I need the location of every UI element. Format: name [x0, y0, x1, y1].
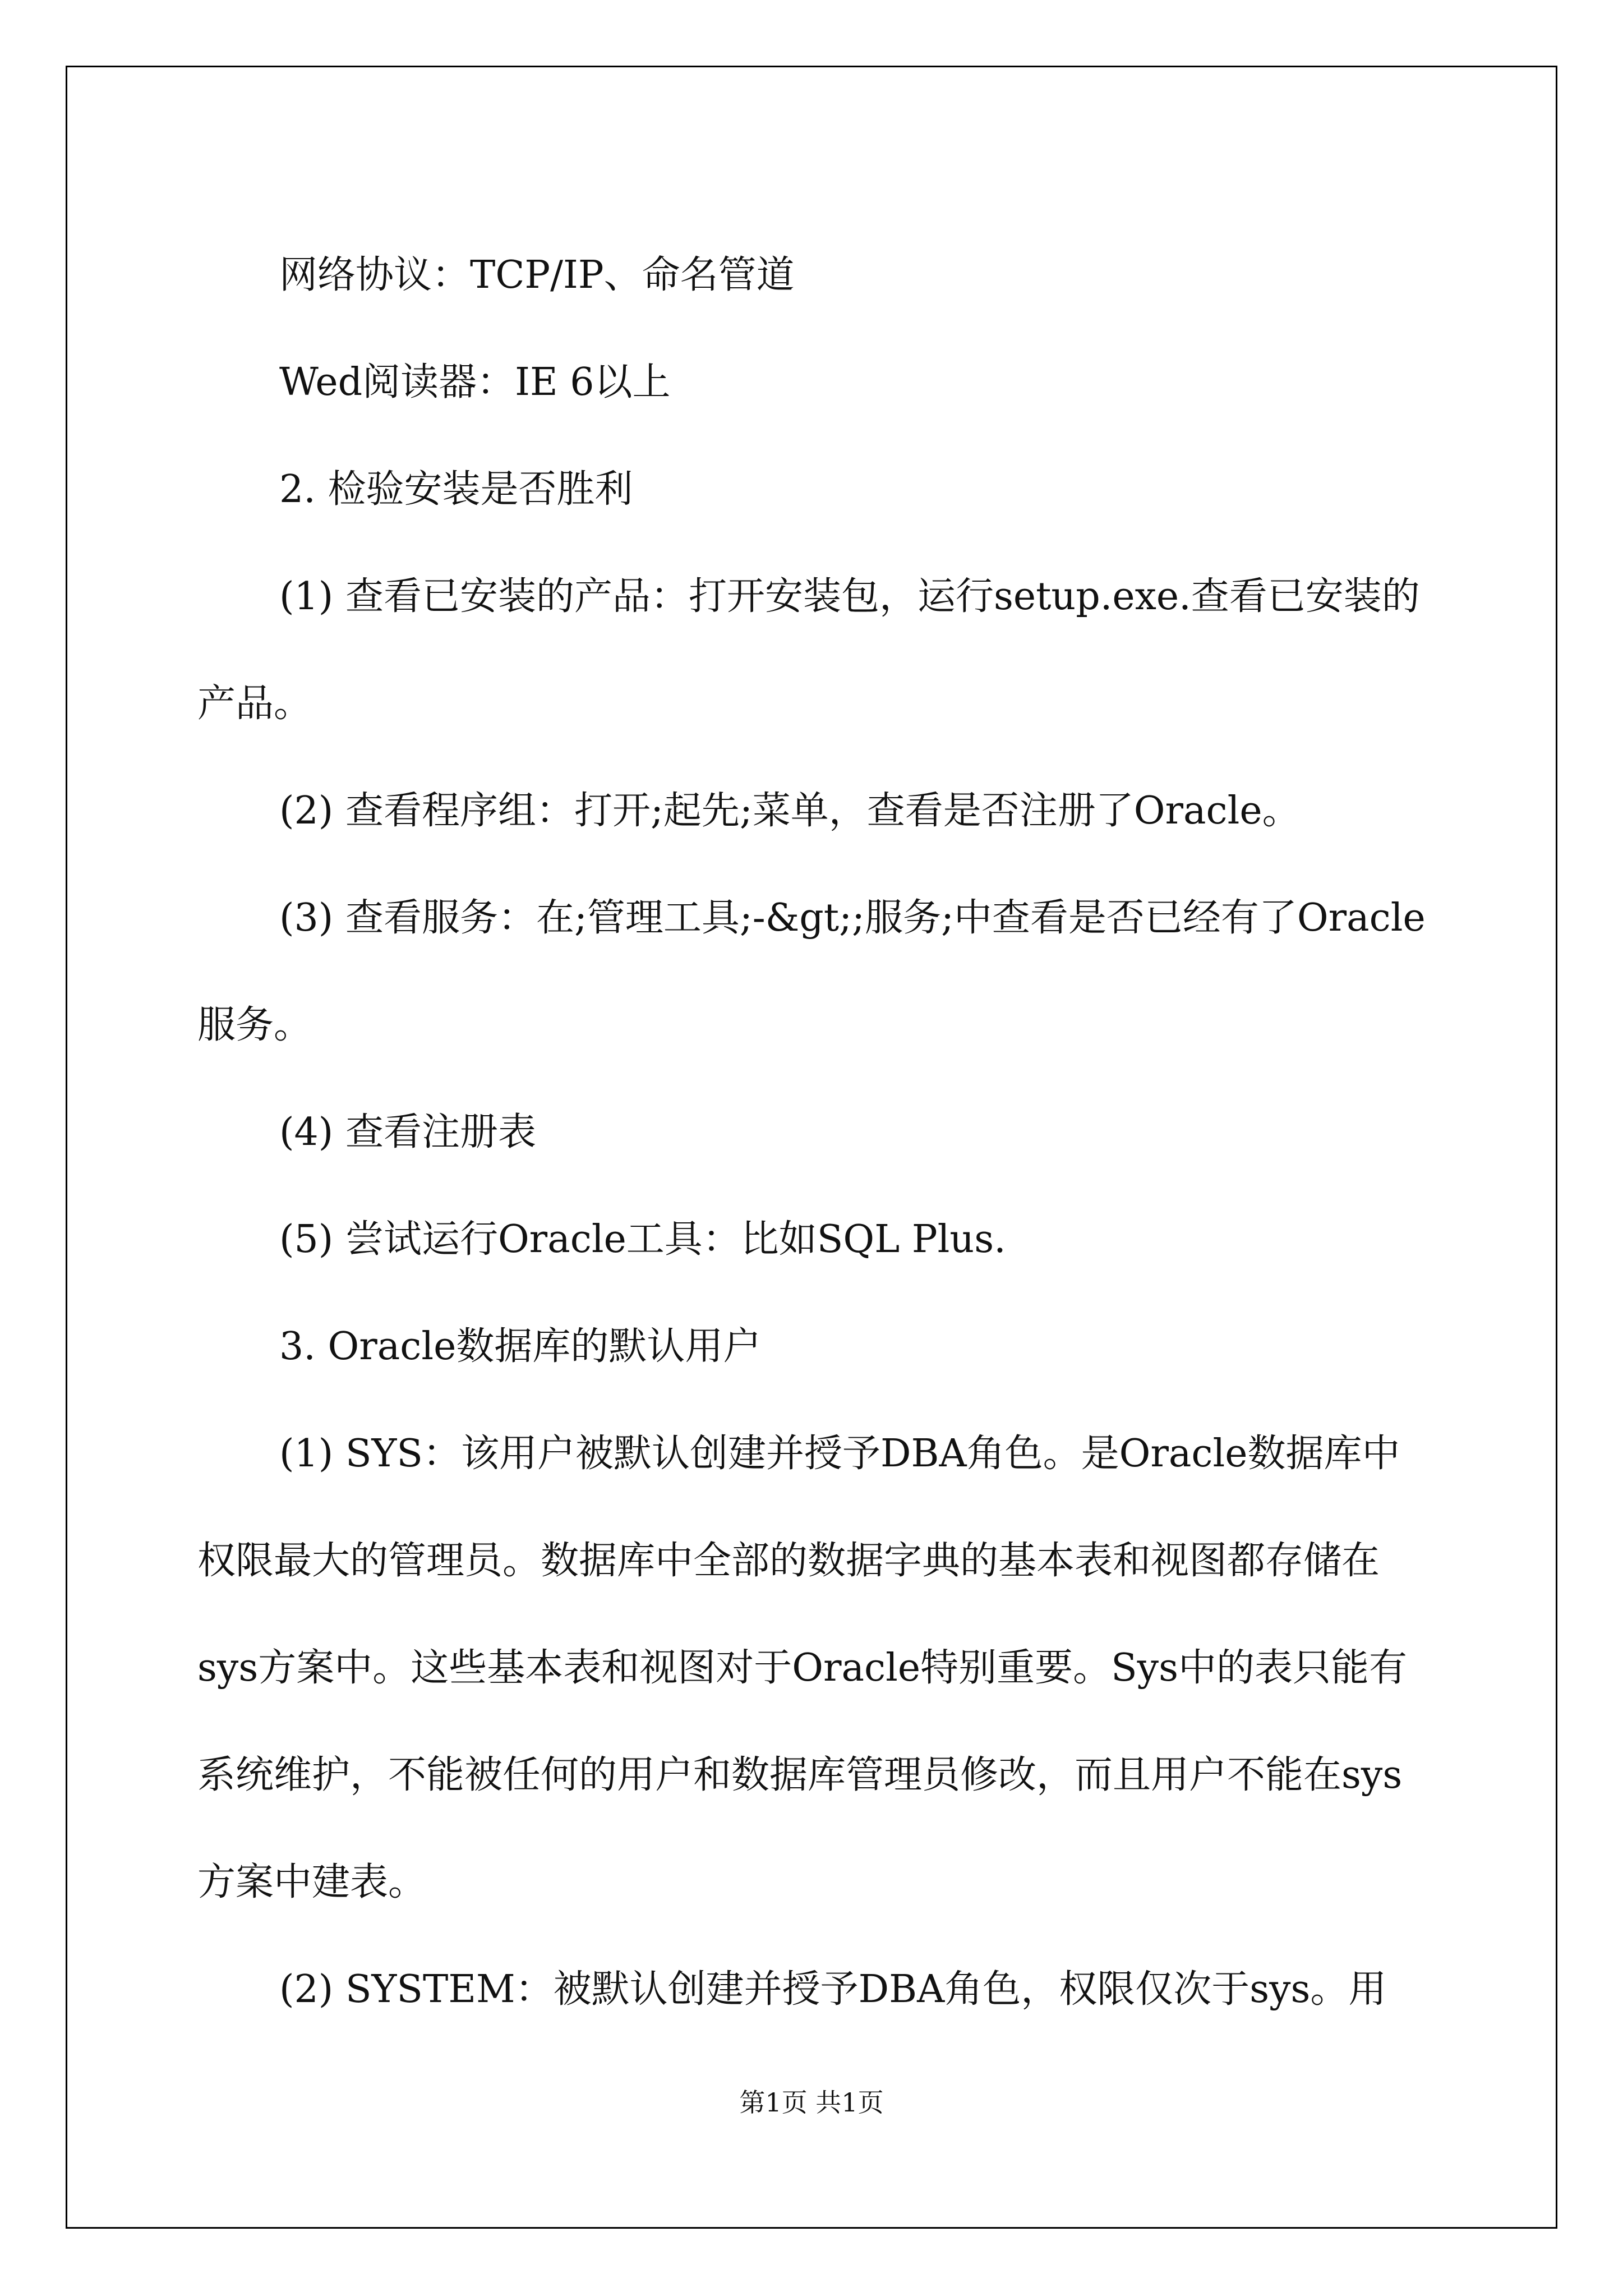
paragraph-web-reader: Wed阅读器：IE 6以上 [279, 360, 671, 404]
paragraph-step-1: (1) 查看已安装的产品：打开安装包，运行setup.exe.查看已安装的产品。 [197, 574, 1420, 726]
paragraph-step-2: (2) 查看程序组：打开;起先;菜单，查看是否注册了Oracle。 [279, 789, 1301, 833]
paragraph-sys-user: (1) SYS：该用户被默认创建并授予DBA角色。是Oracle数据库中权限最大的管理员。数据库中全部的数据字典的基本表和视图都存储在sys方案中。这些基本表和视图对于Oracle特别重要。Sys中的表只能有系统维护，不能被任何的用户和数据库管理员修改，而且用户不能在sys方案中建表。 [197, 1432, 1407, 1904]
paragraph-network-protocol: 网络协议：TCP/IP、命名管道 [279, 253, 795, 297]
paragraph-system-user: (2) SYSTEM：被默认创建并授予DBA角色，权限仅次于sys。用 [279, 1967, 1387, 2012]
paragraph-heading-default-users: 3. Oracle数据库的默认用户 [279, 1324, 762, 1369]
paragraph-step-3: (3) 查看服务：在;管理工具;-&gt;;服务;中查看是否已经有了Oracle服务。 [197, 896, 1426, 1047]
paragraph-step-4: (4) 查看注册表 [279, 1110, 536, 1154]
document-body [197, 222, 1431, 2043]
page-footer: 第1页 共1页 [739, 2087, 884, 2118]
paragraph-heading-verify-install: 2. 检验安装是否胜利 [279, 467, 633, 512]
paragraph-step-5: (5) 尝试运行Oracle工具：比如SQL Plus. [279, 1217, 1006, 1262]
